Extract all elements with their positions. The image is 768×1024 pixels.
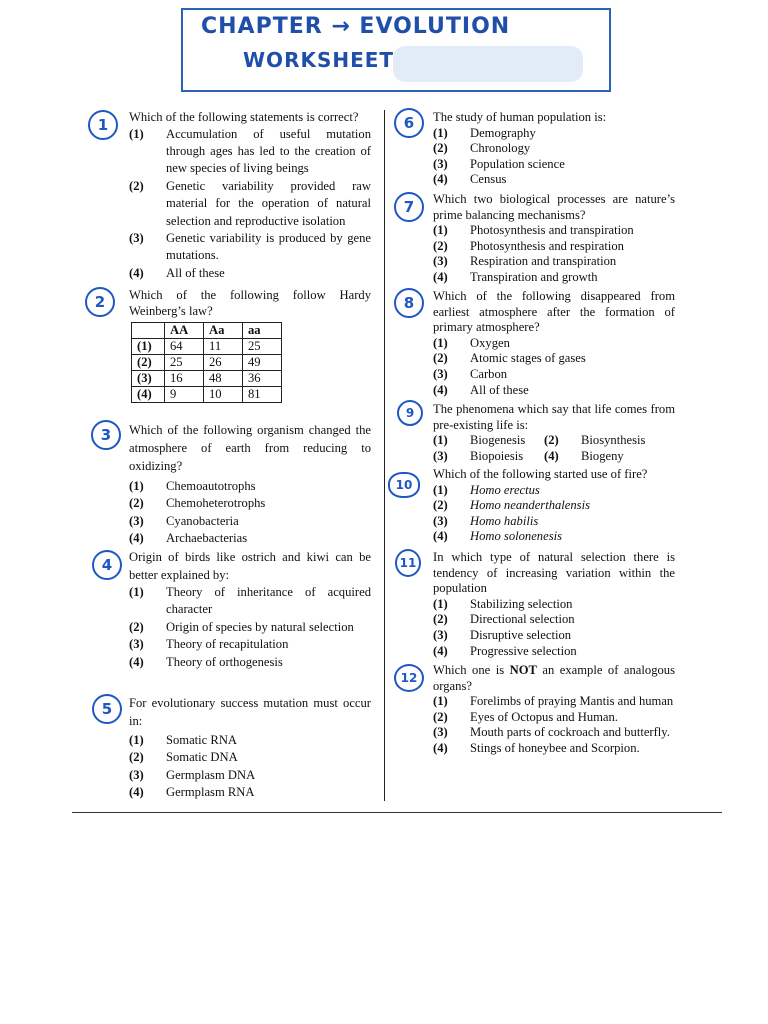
option-4: (4) All of these xyxy=(129,265,225,280)
table-header-row: AA Aa aa xyxy=(132,323,282,339)
question-4 xyxy=(129,548,371,671)
question-number-1: 1 xyxy=(88,110,118,140)
question-number-2: 2 xyxy=(85,287,115,317)
option-4: (4) All of these xyxy=(433,382,529,397)
question-stem: Which of the following organism changed the atmosphere of earth from reducing to oxidizing? xyxy=(129,423,371,473)
option-2: (2) Origin of species by natural selection xyxy=(129,619,354,634)
question-6 xyxy=(433,110,675,188)
question-stem: For evolutionary success mutation must occur in: xyxy=(129,696,371,728)
option-2: (2) Homo neanderthalensis xyxy=(433,498,590,513)
option-1: (1) Oxygen xyxy=(433,335,510,350)
option-3: (3) Respiration and transpiration xyxy=(433,254,617,269)
option-2: (2) Photosynthesis and respiration xyxy=(433,238,624,253)
question-9 xyxy=(433,402,675,464)
redacted-blur xyxy=(393,46,583,82)
option-2: (2) Atomic stages of gases xyxy=(433,351,586,366)
bottom-rule xyxy=(72,812,722,813)
question-stem: In which type of natural selection there is tendency of increasing variation within the population xyxy=(433,550,675,596)
chapter-title: CHAPTER → EVOLUTION xyxy=(201,14,511,39)
worksheet-title: WORKSHEET xyxy=(243,48,395,72)
option-1: (1) Homo erectus xyxy=(433,482,540,497)
option-1: (1) Stabilizing selection xyxy=(433,596,573,611)
question-8 xyxy=(433,289,675,398)
question-number-6: 6 xyxy=(394,108,424,138)
option-4: (4) Transpiration and growth xyxy=(433,269,598,284)
question-stem: Which of the following statements is correct? xyxy=(129,110,359,124)
question-number-9: 9 xyxy=(397,400,423,426)
question-7 xyxy=(433,192,675,286)
emphasis-not: NOT xyxy=(509,663,537,677)
option-4: (4) Census xyxy=(433,172,507,187)
table-row: (4) 9 10 81 xyxy=(132,387,282,403)
option-2: (2) Eyes of Octopus and Human. xyxy=(433,709,618,724)
question-1 xyxy=(129,110,371,282)
option-row: (1) Biogenesis (2) Biosynthesis xyxy=(433,433,646,448)
question-3 xyxy=(129,421,371,548)
option-3: (3) Cyanobacteria xyxy=(129,513,239,528)
option-3: (3) Carbon xyxy=(433,366,508,381)
question-number-4: 4 xyxy=(92,550,122,580)
option-3: (3) Germplasm DNA xyxy=(129,767,256,782)
table-row: (1) 64 11 25 xyxy=(132,339,282,355)
option-4: (4) Theory of orthogenesis xyxy=(129,654,283,669)
option-4: (4) Germplasm RNA xyxy=(129,785,255,800)
option-1: (1) Demography xyxy=(433,125,536,140)
option-1: (1) Somatic RNA xyxy=(129,733,238,747)
option-3: (3) Mouth parts of cockroach and butterfly. xyxy=(433,725,670,740)
question-11 xyxy=(433,550,675,659)
worksheet-title-box xyxy=(181,8,611,92)
question-stem: Which of the following started use of fire? xyxy=(433,467,648,481)
option-1: (1) Forelimbs of praying Mantis and human xyxy=(433,694,674,709)
question-number-3: 3 xyxy=(91,420,121,450)
question-number-7: 7 xyxy=(394,192,424,222)
question-stem: Origin of birds like ostrich and kiwi can be better explained by: xyxy=(129,550,371,582)
question-stem: The phenomena which say that life comes from pre-existing life is: xyxy=(433,402,675,432)
option-2: (2) Chemoheterotrophs xyxy=(129,496,266,511)
option-4: (4) Progressive selection xyxy=(433,643,577,658)
question-10 xyxy=(433,467,675,545)
question-stem: Which of the following disappeared from earliest atmosphere after the formation of primary atmosphere? xyxy=(433,289,675,335)
question-number-11: 11 xyxy=(395,549,421,577)
option-1: (1) Chemoautotrophs xyxy=(129,479,256,493)
option-1: (1) Accumulation of useful mutation through ages has led to the creation of new species of living beings xyxy=(129,126,371,176)
option-2: (2) Genetic variability provided raw material for the operation of natural selection and reproductive isolation xyxy=(129,178,371,228)
option-4: (4) Archaebacterias xyxy=(129,531,248,546)
option-2: (2) Somatic DNA xyxy=(129,750,238,765)
question-number-12: 12 xyxy=(394,664,424,692)
option-2: (2) Directional selection xyxy=(433,612,575,627)
option-4: (4) Stings of honeybee and Scorpion. xyxy=(433,740,640,755)
option-3: (3) Disruptive selection xyxy=(433,627,572,642)
option-4: (4) Homo solonenesis xyxy=(433,529,562,544)
table-row: (2) 25 26 49 xyxy=(132,355,282,371)
option-3: (3) Homo habilis xyxy=(433,513,539,528)
option-3: (3) Genetic variability is produced by gene mutations. xyxy=(129,231,371,263)
question-number-5: 5 xyxy=(92,694,122,724)
option-2: (2) Chronology xyxy=(433,141,531,156)
option-1: (1) Theory of inheritance of acquired character xyxy=(129,585,371,617)
table-row: (3) 16 48 36 xyxy=(132,371,282,387)
question-stem: Which of the following follow Hardy Weinberg’s law? xyxy=(129,288,371,318)
question-12 xyxy=(433,663,675,757)
option-3: (3) Theory of recapitulation xyxy=(129,637,289,652)
option-row: (3) Biopoiesis (4) Biogeny xyxy=(433,448,624,463)
option-3: (3) Population science xyxy=(433,156,565,171)
question-2 xyxy=(129,288,371,403)
question-stem: Which one is NOT an example of analogous organs? xyxy=(433,663,675,693)
question-number-10: 10 xyxy=(388,472,420,498)
hardy-weinberg-table xyxy=(131,322,282,403)
option-1: (1) Photosynthesis and transpiration xyxy=(433,223,634,238)
question-stem: The study of human population is: xyxy=(433,110,607,124)
question-5 xyxy=(129,694,371,802)
question-stem: Which two biological processes are nature’s prime balancing mechanisms? xyxy=(433,192,675,222)
column-divider xyxy=(384,110,385,801)
question-number-8: 8 xyxy=(394,288,424,318)
